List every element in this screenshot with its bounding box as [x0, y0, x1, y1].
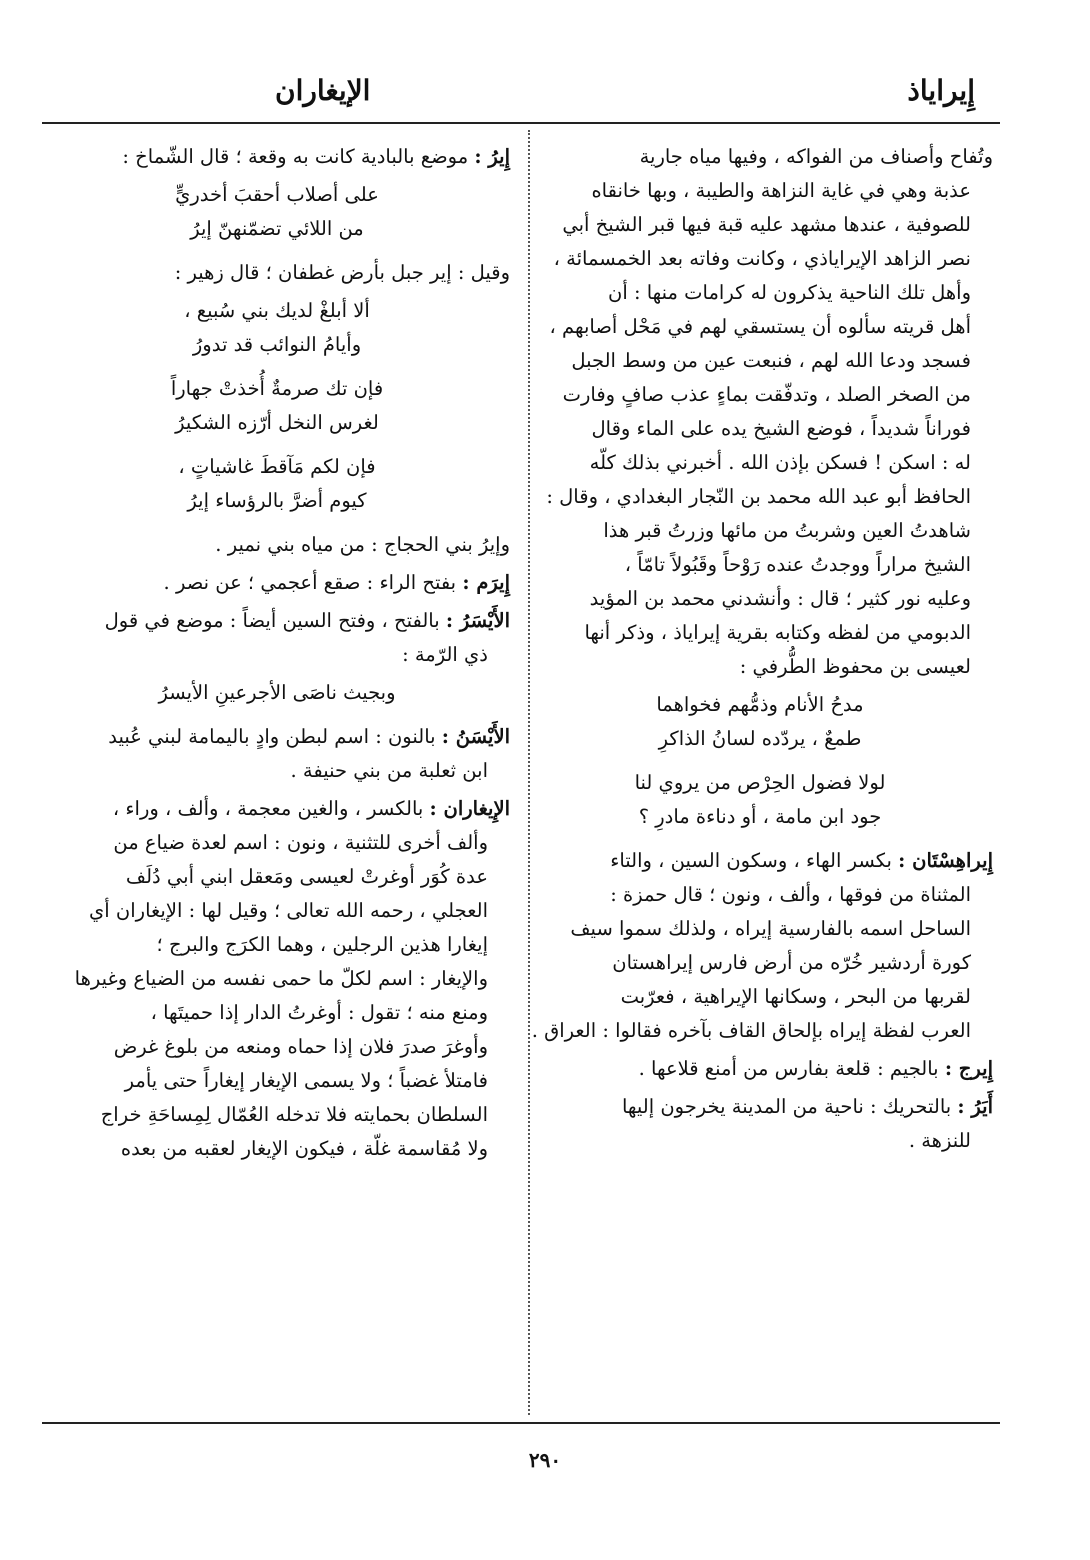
verse-line: مدحُ الأنام وذمُّهم فخواهما: [656, 693, 864, 716]
entry-line: وعليه نور كثير ؛ قال : وأنشدني محمد بن المؤيد: [589, 587, 971, 610]
entry-text: بالجيم : قلعة بفارس من أمنع قلاعها .: [638, 1057, 939, 1080]
entry-line: فامتلأ غضباً ؛ ولا يسمى الإيغار إيغاراً حتى يأمر: [124, 1069, 488, 1092]
verse-line: وأيامُ النوائب قد تدورُ: [192, 333, 362, 356]
dictionary-entry: [44, 792, 510, 1166]
entry-headword: الأَيْسَرُ :: [445, 609, 510, 632]
entry-line: والإيغار : اسم لكلّ ما حمى نفسه من الضياع وغيرها: [74, 967, 488, 990]
entry-headword: أَيَرُ :: [957, 1095, 993, 1118]
verse-block: [44, 676, 510, 710]
entry-line: نصر الزاهد الإيراياذي ، وكانت وفاته بعد الخمسمائة ،: [553, 247, 971, 270]
running-header-right: إِيراياذ: [907, 74, 975, 107]
entry-line: للنزهة .: [908, 1129, 971, 1152]
left-column: [44, 140, 510, 1170]
verse-line: وبجيث ناصَى الأجرعينِ الأيسرُ: [158, 681, 396, 704]
entry-text: بكسر الهاء ، وسكون السين ، والتاء: [610, 849, 892, 872]
entry-line: كورة أردشير خُرّه من أرض فارس إيراهستان: [612, 951, 971, 974]
entry-line: الشيخ مراراً ووجدتُ عنده رَوْحاً وقَبُولاً تامّاً ،: [624, 553, 971, 576]
verse-block: [44, 372, 510, 440]
entry-line: وألف أخرى للتثنية ، ونون : اسم لعدة ضياع من: [113, 831, 488, 854]
entry-text: بالتحريك : ناحية من المدينة يخرجون إليها: [621, 1095, 952, 1118]
verse-line: فإن تك صرمةٌ أُخذتْ جهاراً: [170, 377, 384, 400]
entry-line: لعيسى بن محفوظ الطُّرفي :: [739, 655, 971, 678]
entry-headword: الإِيغاران :: [429, 797, 510, 820]
verse-line: على أصلاب أحقبَ أخدريٍّ: [175, 183, 379, 206]
entry-line: أهل قريته سألوه أن يستسقي لهم في مَحْل أصابهم ،: [549, 315, 971, 338]
dictionary-entry: [527, 844, 993, 1048]
entry-line: ابن ثعلبة من بني حنيفة .: [290, 759, 488, 782]
entry-line: إيغارا هذين الرجلين ، وهما الكرَج والبرج ؛: [156, 933, 488, 956]
dictionary-entry: [44, 566, 510, 600]
verse-block: [44, 294, 510, 362]
entry-text: بفتح الراء : صقع أعجمي ؛ عن نصر .: [163, 571, 457, 594]
entry-line: [44, 604, 510, 638]
entry-text: بالكسر ، والغين معجمة ، وألف ، وراء ،: [112, 797, 424, 820]
entry-text: بالنون : اسم لبطن وادٍ باليمامة لبني عُبيد: [108, 725, 436, 748]
verse-line: من اللائي تضمّنهنّ إيرُ: [190, 217, 364, 240]
verse-line: جود ابن مامة ، أو دناءة مادرِ ؟: [638, 805, 882, 828]
entry-line: العجلي ، رحمه الله تعالى ؛ وقيل لها : الإيغاران أي: [89, 899, 488, 922]
verse-line: لغرس النخل أرّزه الشكيرُ: [175, 411, 379, 434]
dictionary-entry: [44, 604, 510, 672]
dictionary-entry: [44, 720, 510, 788]
entry-line: الحافظ أبو عبد الله محمد بن النّجار البغدادي ، وقال :: [546, 485, 971, 508]
entry-line: له : اسكن ! فسكن بإذن الله . أخبرني بذلك كلّه: [589, 451, 971, 474]
entry-line: عذبة وهي في غاية النزاهة والطيبة ، وبها خانقاه: [591, 179, 971, 202]
entry-line: للصوفية ، عندها مشهد عليه قبة فيها قبر الشيخ أبي: [562, 213, 971, 236]
entry-line: [527, 1090, 993, 1124]
verse-line: فإن لكم مَآقطَ غاشياتٍ ،: [178, 455, 376, 478]
entry-text: موضع بالبادية كانت به وقعة ؛ قال الشّماخ :: [122, 145, 469, 168]
verse-block: [44, 450, 510, 518]
entry-line: [527, 844, 993, 878]
entry-line: [44, 792, 510, 826]
verse-line: لولا فضول الحِرْص من يروي لنا: [634, 771, 886, 794]
entry-line: وأوغرَ صدرَ فلان إذا حماه ومنعه من بلوغ غرض: [113, 1035, 488, 1058]
entry-line: [44, 720, 510, 754]
dictionary-entry: [44, 140, 510, 174]
entry-line: من الصخر الصلد ، وتدفّقت بماءٍ عذب صافٍ وفارت: [562, 383, 971, 406]
entry-line: الساحل اسمه بالفارسية إيراه ، ولذلك سموا سيف: [570, 917, 971, 940]
entry-line: العرب لفظة إيراه بإلحاق القاف بآخره فقالوا : العراق .: [531, 1019, 971, 1042]
verse-block: [44, 178, 510, 246]
verse-block: [527, 766, 993, 834]
entry-paragraph: [527, 140, 993, 684]
entry-line: الدبومي من لفظه وكتابه بقرية إيراياذ ، وذكر أنها: [584, 621, 971, 644]
running-header-left: الإيغاران: [275, 74, 371, 107]
entry-paragraph: [44, 528, 510, 562]
entry-line: وأهل تلك الناحية يذكرون له كرامات منها : أن: [608, 281, 971, 304]
entry-line: فسجد ودعا الله لهم ، فنبعت عين من وسط الجبل: [571, 349, 971, 372]
entry-line: عدة كُوَر أوغرتْ لعيسى ومَعقل ابني أبي دُلَف: [125, 865, 488, 888]
column-divider: [528, 130, 530, 1415]
entry-line: وقيل : إير جبل بأرض غطفان ؛ قال زهير :: [174, 261, 510, 284]
entry-line: ذي الرّمة :: [402, 643, 488, 666]
entry-line: فوراناً شديداً ، فوضع الشيخ يده على الماء وقال: [591, 417, 971, 440]
entry-headword: إِيرج :: [944, 1057, 993, 1080]
verse-line: كيوم أضرَّ بالرؤساء إيرُ: [187, 489, 367, 512]
entry-line: ومنع منه ؛ تقول : أوغرتُ الدار إذا حميتَها ،: [150, 1001, 488, 1024]
entry-line: شاهدتُ العين وشربتُ من مائها وزرتُ قبر هذا: [603, 519, 971, 542]
entry-line: وإيرُ بني الحجاج : من مياه بني نمير .: [215, 533, 510, 556]
entry-paragraph: [44, 256, 510, 290]
entry-text: بالفتح ، وفتح السين أيضاً : موضع في قول: [104, 609, 440, 632]
verse-line: طمعٌ ، يردّده لسانُ الذاكرِ: [658, 727, 862, 750]
dictionary-entry: [527, 1090, 993, 1158]
right-column: [527, 140, 993, 1162]
entry-headword: الأَيْسَنُ :: [441, 725, 510, 748]
verse-line: ألا أبلغْ لديك بني سُبيع ،: [184, 299, 370, 322]
entry-headword: إِيرَم :: [462, 571, 510, 594]
entry-line: ولا مُقاسمة غلّة ، فيكون الإيغار لعقبه من بعده: [120, 1137, 488, 1160]
entry-line: وتُفاح وأصناف من الفواكه ، وفيها مياه جارية: [639, 145, 993, 168]
page-number: ٢٩٠: [528, 1448, 562, 1472]
entry-headword: إِيرُ :: [474, 145, 510, 168]
bottom-rule: [42, 1422, 1000, 1424]
entry-headword: إِيراهِسْتَان :: [898, 849, 993, 872]
top-rule: [42, 122, 1000, 124]
entry-line: لقربها من البحر ، وسكانها الإيراهية ، فعرّبت: [620, 985, 971, 1008]
entry-line: السلطان بحمايته فلا تدخله العُمّال لِمِساحَةِ خراج: [100, 1103, 488, 1126]
entry-line: [527, 1052, 993, 1086]
entry-line: [44, 566, 510, 600]
dictionary-entry: [527, 1052, 993, 1086]
entry-line: المثناة من فوقها ، وألف ، ونون ؛ قال حمزة :: [610, 883, 971, 906]
verse-block: [527, 688, 993, 756]
entry-line: [44, 140, 510, 174]
